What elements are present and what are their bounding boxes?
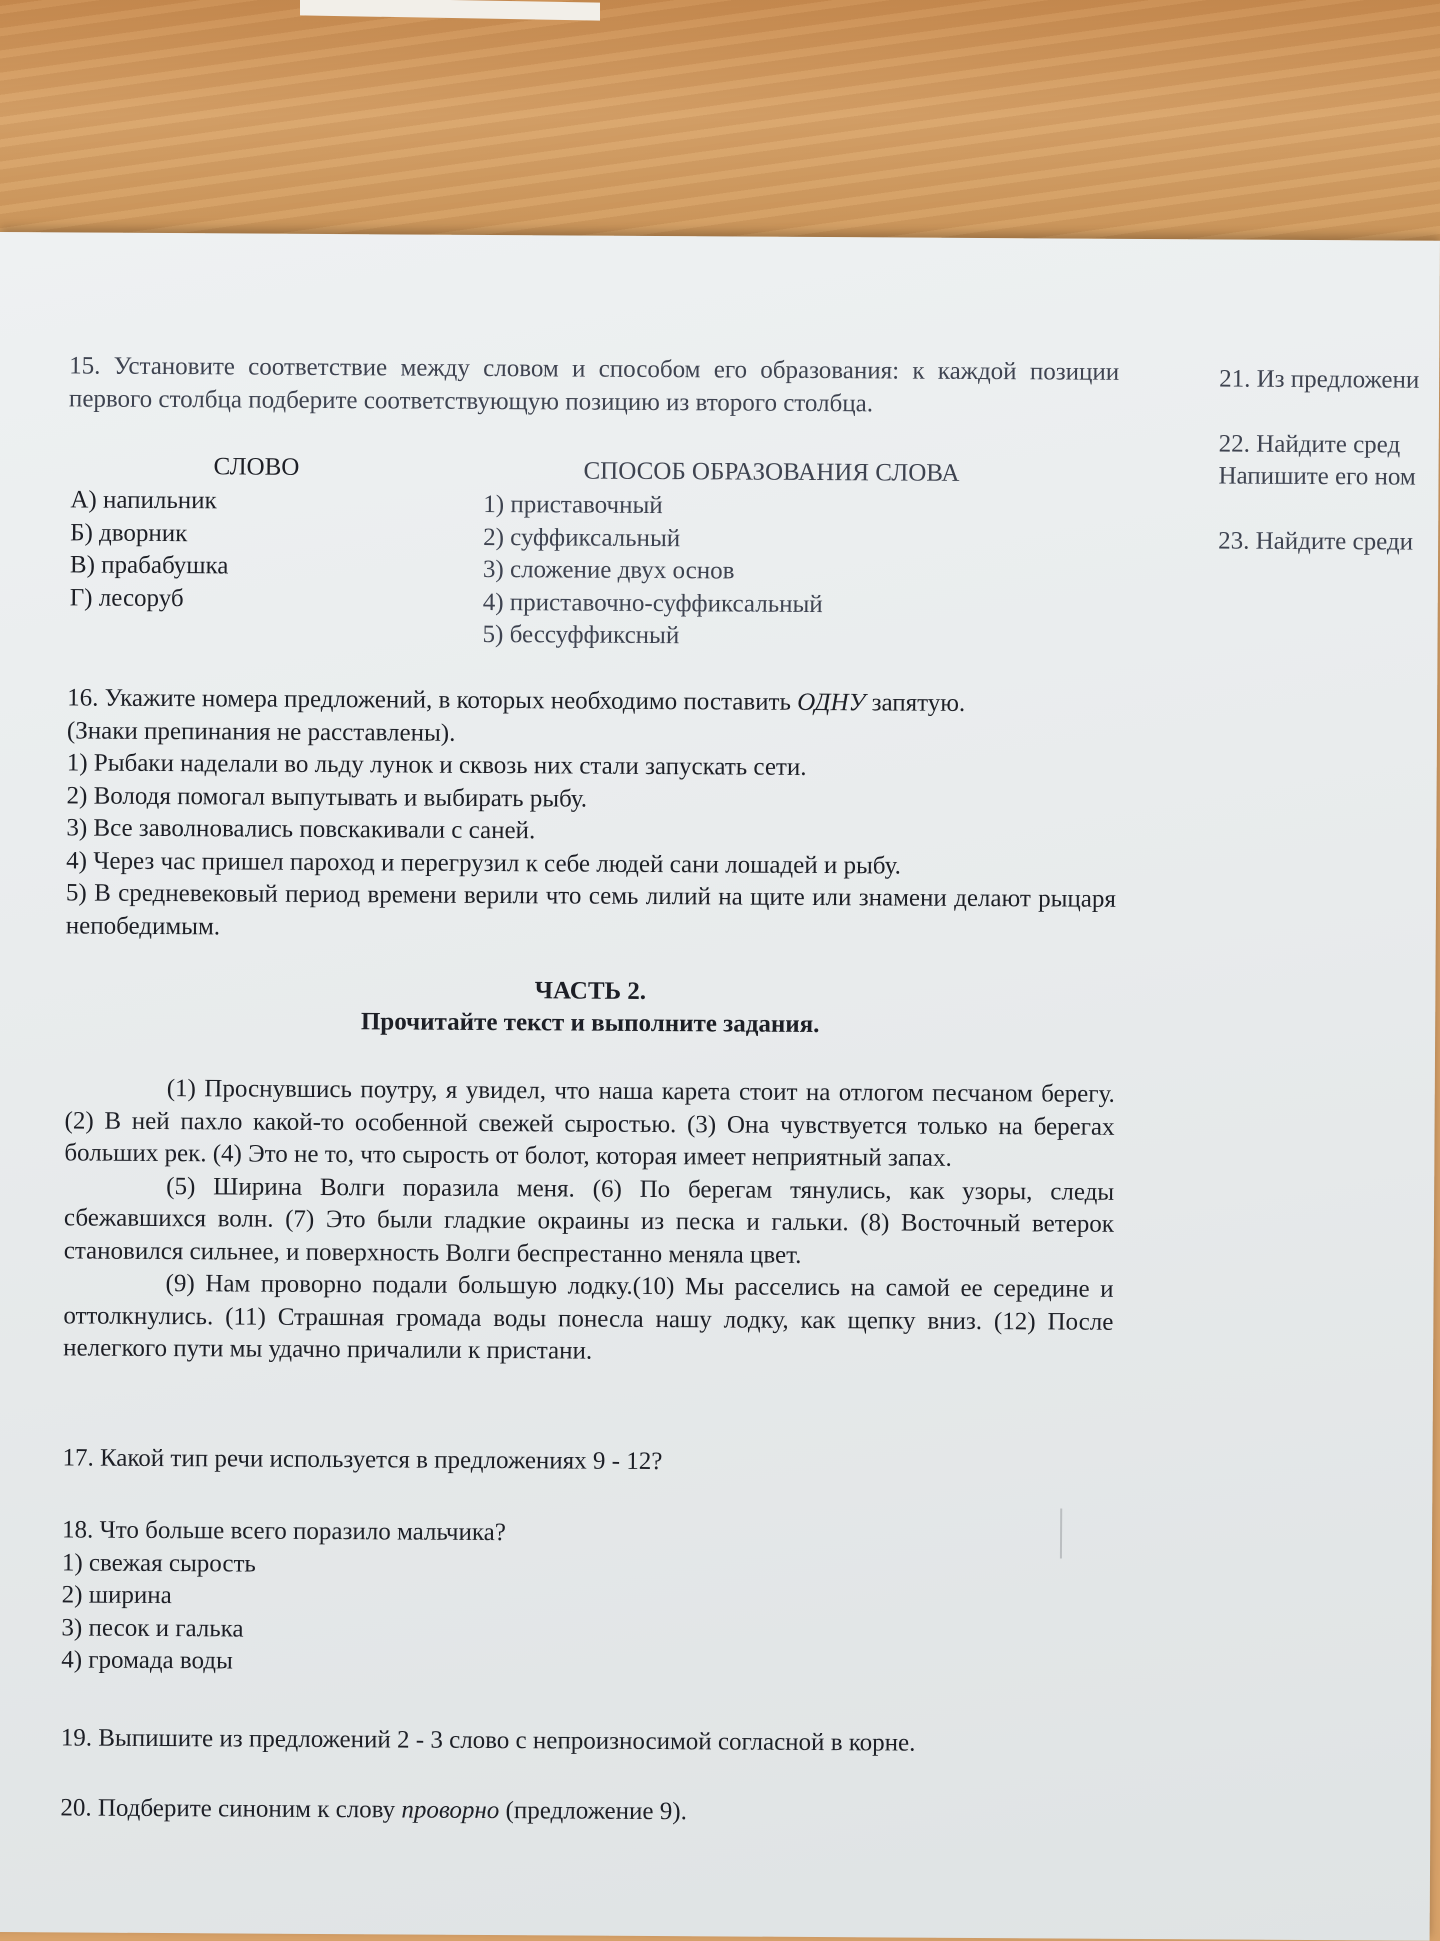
method-item: 1) приставочный	[483, 490, 663, 520]
answer-option: 1) свежая сырость	[61, 1548, 256, 1578]
sentence-item: 4) Через час пришел пароход и перегрузил к себе людей сани лошадей и рыбу.	[66, 846, 901, 880]
question-15-text: 15. Установите соответствие между словом и способом его образования: к каждой позиции первого столбца подберите соответствующую позицию из второго столбца.	[68, 352, 1120, 417]
text-paragraph: (5) Ширина Волги поразила меня. (6) По берегам тянулись, как узоры, следы сбежавшихся волн. (7) Это были гладкие окраины из песка и гальки. (8) Восточный ветерок становился сильнее, и поверхность Волги беспрестанно меняла цвет.	[63, 1172, 1115, 1269]
emphasis-word: проворно	[401, 1796, 500, 1825]
reading-text	[63, 1072, 1115, 1371]
part-2-subtitle: Прочитайте текст и выполните задания.	[360, 1008, 820, 1039]
question-17: 17. Какой тип речи используется в предложениях 9 - 12?	[62, 1444, 663, 1476]
method-item: 2) суффиксальный	[483, 523, 681, 552]
sentence-item: 5) В средневековый период времени верили что семь лилий на щите или знамени делают рыцаря непобедимым.	[65, 879, 1117, 940]
sentence-item: 2) Володя помогал выпутывать и выбирать рыбу.	[66, 781, 588, 813]
method-item: 4) приставочно-суффиксальный	[482, 588, 823, 618]
sentence-item: 1) Рыбаки наделали во льду лунок и сквозь них стали запускать сети.	[66, 749, 807, 781]
column-header-method: СПОСОБ ОБРАЗОВАНИЯ СЛОВА	[583, 457, 960, 487]
question-18	[61, 1514, 1112, 1683]
question-20: 20. Подберите синоним к слову проворно (предложение 9).	[60, 1794, 687, 1826]
question-19: 19. Выпишите из предложений 2 - 3 слово с непроизносимой согласной в корне.	[60, 1724, 916, 1757]
answer-option: 3) песок и галька	[61, 1613, 244, 1643]
text-paragraph: (1) Проснувшись поутру, я увидел, что наша карета стоит на отлогом песчаном берегу. (2) В ней пахло какой-то особенной свежей сыростью. (3) Она чувствуется только на берегах больших рек. (4) Это не то, что сырость от болот, которая имеет неприятный запах.	[64, 1075, 1115, 1172]
question-16-title: 16. Укажите номера предложений, в которых необходимо поставить ОДНУ запятую.	[67, 684, 966, 717]
question-15	[69, 350, 1119, 421]
question-16-note: (Знаки препинания не расставлены).	[66, 716, 456, 747]
question-16	[66, 682, 1118, 948]
emphasis-word: ОДНУ	[797, 688, 866, 717]
sentence-item: 3) Все заволновались повскакивали с саней.	[66, 814, 536, 845]
pencil-mark	[1060, 1509, 1062, 1559]
word-item: В) прабабушка	[69, 551, 229, 580]
text-paragraph: (9) Нам проворно подали большую лодку.(10) Мы расселись на самой ее середине и оттолкнулись. (11) Страшная громада воды понесла нашу лодку, как щепку вниз. (12) После нелегкого пути мы удачно причалили к пристани.	[63, 1270, 1114, 1365]
column-header-word: СЛОВО	[213, 453, 300, 481]
word-item: Г) лесоруб	[69, 583, 184, 612]
method-item: 3) сложение двух основ	[482, 555, 735, 585]
part-2-title: ЧАСТЬ 2.	[534, 977, 647, 1005]
question-22-line1: 22. Найдите сред	[1218, 429, 1401, 459]
worksheet-page	[0, 232, 1440, 1941]
right-column	[1218, 363, 1440, 558]
method-list	[482, 489, 1043, 655]
method-item: 5) бессуффиксный	[482, 620, 680, 650]
answer-option: 2) ширина	[61, 1581, 172, 1610]
word-list	[70, 484, 371, 616]
answer-option: 4) громада воды	[61, 1646, 233, 1675]
word-item: Б) дворник	[70, 518, 188, 547]
question-23: 23. Найдите среди	[1218, 526, 1414, 556]
question-22-line2: Напишите его ном	[1218, 462, 1416, 491]
question-18-text: 18. Что больше всего поразило мальчика?	[61, 1516, 506, 1547]
word-item: А) напильник	[70, 486, 217, 515]
question-21: 21. Из предложени	[1219, 365, 1420, 394]
wooden-desk-background	[0, 0, 1440, 260]
